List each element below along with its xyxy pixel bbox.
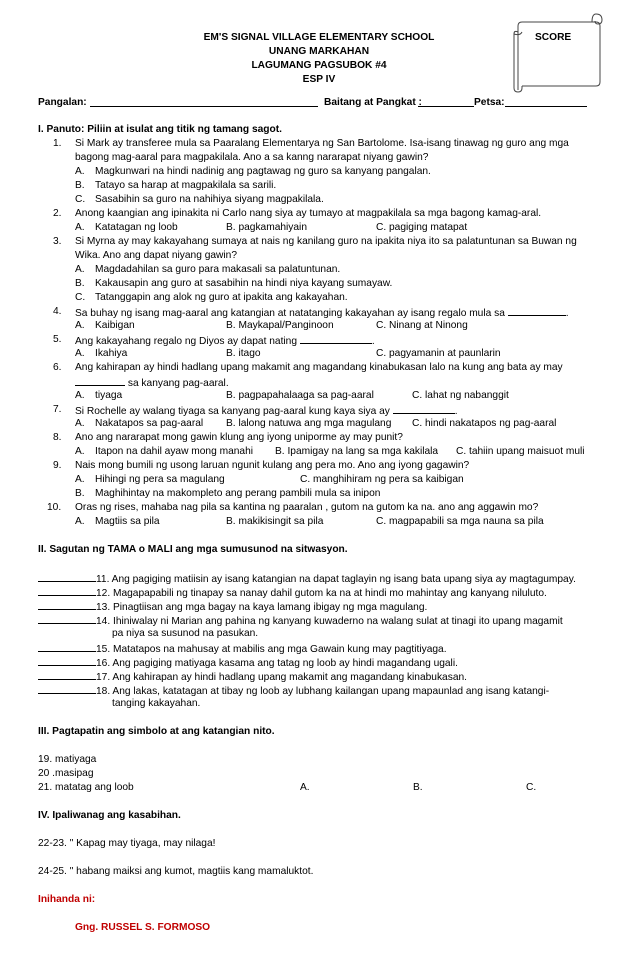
q6-option-c: C. lahat ng nabanggit <box>412 390 509 401</box>
q9-text: Nais mong bumili ng usong laruan ngunit kulang ang pera mo. Ano ang iyong gagawin? <box>75 460 470 471</box>
q2-option-c: C. pagiging matapat <box>376 222 468 233</box>
date-label: Petsa: <box>474 97 505 108</box>
q1-option-c: Sasabihin sa guro na nahihiya siyang magpakilala. <box>95 194 324 205</box>
q2-number: 2. <box>53 208 62 219</box>
q4-text: Sa buhay ng isang mag-aaral ang katangian at natatanging kakayahan ay isang regalo mula sa . <box>75 308 569 319</box>
tf-item-16[interactable]: 16. Ang pagiging matiyaga kasama ang tatag ng loob ay hindi magandang ugali. <box>38 656 458 669</box>
q4-number: 4. <box>53 306 62 317</box>
tf-item-15[interactable]: 15. Matatapos na mahusay at mabilis ang mga Gawain kung may pagtitiyaga. <box>38 642 447 655</box>
match-item-19: 19. matiyaga <box>38 754 97 765</box>
q5-option-b: B. itago <box>226 348 261 359</box>
q9-option-c: C. manghihiram ng pera sa kaibigan <box>300 474 464 485</box>
part4-title: IV. Ipaliwanag ang kasabihan. <box>38 810 181 821</box>
score-label: SCORE <box>535 32 572 43</box>
q6-text-line1: Ang kahirapan ay hindi hadlang upang makamit ang magandang kinabukasan lalo na kung ang bata ay may <box>75 362 563 373</box>
q10-option-c: C. magpapabili sa mga nauna sa pila <box>376 516 544 527</box>
q5-option-c: C. pagyamanin at paunlarin <box>376 348 501 359</box>
q1-letter-b: B. <box>75 180 85 191</box>
name-field[interactable] <box>90 97 318 110</box>
q8-option-b: B. Ipamigay na lang sa mga kakilala <box>275 446 439 457</box>
q7-number: 7. <box>53 404 62 415</box>
tf-item-17[interactable]: 17. Ang kahirapan ay hindi hadlang upang makamit ang magandang kinabukasan. <box>38 670 467 683</box>
q2-option-b: B. pagkamahiyain <box>226 222 307 233</box>
q3-option-a: Magdadahilan sa guro para makasali sa palatuntunan. <box>95 264 341 275</box>
grade-field[interactable] <box>418 97 474 110</box>
q7-text: Si Rochelle ay walang tiyaga sa kanyang pag-aaral kung kaya siya ay . <box>75 406 458 417</box>
teacher-name: Gng. RUSSEL S. FORMOSO <box>75 922 211 933</box>
explain-item-24: 24-25. " habang maiksi ang kumot, magtiis kang mamaluktot. <box>38 866 314 877</box>
q6-text-line2: sa kanyang pag-aaral. <box>75 376 229 389</box>
q3-option-c: Tatanggapin ang alok ng guro at ipakita ang kakayahan. <box>95 292 348 303</box>
q3-letter-a: A. <box>75 264 85 275</box>
grade-label: Baitang at Pangkat : <box>324 97 422 108</box>
date-field[interactable] <box>505 97 587 110</box>
q1-option-a: Magkunwari na hindi nadinig ang pagtawag ng guro sa kanyang pangalan. <box>95 166 431 177</box>
q7-letter-a: A. <box>75 418 85 429</box>
q1-text-line2: bagong mag-aaral para magpakilala. Ano a sa kanng nararapat niyang gawin? <box>75 152 429 163</box>
q6-option-a: tiyaga <box>95 390 123 401</box>
q4-option-c: C. Ninang at Ninong <box>376 320 468 331</box>
q9-option-a: Hihingi ng pera sa magulang <box>95 474 225 485</box>
q4-letter-a: A. <box>75 320 85 331</box>
q2-option-a: Katatagan ng loob <box>95 222 178 233</box>
q9-number: 9. <box>53 460 62 471</box>
q1-option-b: Tatayo sa harap at magpakilala sa sarili. <box>95 180 277 191</box>
q3-text-line2: Wika. Ano ang dapat niyang gawin? <box>75 250 237 261</box>
part1-title: I. Panuto: Piliin at isulat ang titik ng tamang sagot. <box>38 124 282 135</box>
tf-item-13[interactable]: 13. Pinagtiisan ang mga bagay na kaya lamang ibigay ng mga magulang. <box>38 600 427 613</box>
q6-letter-a: A. <box>75 390 85 401</box>
q9-letter-b: B. <box>75 488 85 499</box>
school-name: EM'S SIGNAL VILLAGE ELEMENTARY SCHOOL <box>203 32 435 43</box>
q1-letter-c: C. <box>75 194 86 205</box>
q8-text: Ano ang nararapat mong gawin klung ang iyong uniporme ay may punit? <box>75 432 403 443</box>
q7-option-c: C. hindi nakatapos ng pag-aaral <box>412 418 557 429</box>
q8-number: 8. <box>53 432 62 443</box>
q3-option-b: Kakausapin ang guro at sasabihin na hindi niya kayang sumayaw. <box>95 278 393 289</box>
part2-title: II. Sagutan ng TAMA o MALI ang mga sumusunod na sitwasyon. <box>38 544 348 555</box>
q6-option-b: B. pagpapahalaaga sa pag-aaral <box>226 390 374 401</box>
name-label: Pangalan: <box>38 97 87 108</box>
q4-option-a: Kaibigan <box>95 320 135 331</box>
q6-number: 6. <box>53 362 62 373</box>
match-symbol-c: C. <box>526 782 537 793</box>
q8-letter-a: A. <box>75 446 85 457</box>
match-item-21: 21. matatag ang loob <box>38 782 134 793</box>
q3-letter-b: B. <box>75 278 85 289</box>
q10-option-a: Magtiis sa pila <box>95 516 160 527</box>
tf-item-18-cont: tanging kakayahan. <box>112 698 201 709</box>
explain-item-22: 22-23. " Kapag may tiyaga, may nilaga! <box>38 838 216 849</box>
q5-letter-a: A. <box>75 348 85 359</box>
q4-option-b: B. Maykapal/Panginoon <box>226 320 334 331</box>
q10-letter-a: A. <box>75 516 85 527</box>
q2-letter-a: A. <box>75 222 85 233</box>
match-item-20: 20 .masipag <box>38 768 94 779</box>
prepared-by-label: Inihanda ni: <box>38 894 96 905</box>
q9-letter-a: A. <box>75 474 85 485</box>
tf-item-12[interactable]: 12. Magapapabili ng tinapay sa nanay dahil gutom ka na at hindi mo mahintay ang kanyang niluluto. <box>38 586 547 599</box>
q5-number: 5. <box>53 334 62 345</box>
tf-item-14[interactable]: 14. Ihiniwalay ni Marian ang pahina ng kanyang kuwaderno na walang sulat at tinagi ito upang magamit <box>38 614 563 627</box>
q2-text: Anong kaangian ang ipinakita ni Carlo nang siya ay tumayo at magpakilala sa mga bagong kamag-aral. <box>75 208 542 219</box>
q10-option-b: B. makikisingit sa pila <box>226 516 324 527</box>
quarter-title: UNANG MARKAHAN <box>268 46 370 57</box>
match-symbol-a: A. <box>300 782 310 793</box>
q3-text-line1: Si Myrna ay may kakayahang sumaya at nais ng kanilang guro na ipakita niya ito sa palatuntunan sa Buwan ng <box>75 236 577 247</box>
tf-item-18[interactable]: 18. Ang lakas, katatagan at tibay ng loob ay lubhang kailangan upang mapaunlad ang isang katangi- <box>38 684 549 697</box>
match-symbol-b: B. <box>413 782 423 793</box>
tf-item-14-cont: pa niya sa susunod na pasukan. <box>112 628 259 639</box>
q10-number: 10. <box>47 502 62 513</box>
q9-option-b: Maghihintay na makompleto ang perang pambili mula sa inipon <box>95 488 381 499</box>
q8-option-a: Itapon na dahil ayaw mong manahi <box>95 446 254 457</box>
q3-number: 3. <box>53 236 62 247</box>
subject-title: ESP IV <box>302 74 336 85</box>
q1-number: 1. <box>53 138 62 149</box>
q1-letter-a: A. <box>75 166 85 177</box>
q3-letter-c: C. <box>75 292 86 303</box>
q7-option-a: Nakatapos sa pag-aaral <box>95 418 204 429</box>
q7-option-b: B. lalong natuwa ang mga magulang <box>226 418 392 429</box>
q5-text: Ang kakayahang regalo ng Diyos ay dapat nating . <box>75 336 375 347</box>
test-title: LAGUMANG PAGSUBOK #4 <box>251 60 387 71</box>
q8-option-c: C. tahiin upang maisuot muli <box>456 446 585 457</box>
q10-text: Oras ng rises, mahaba nag pila sa kantina ng paaralan , gutom na gutom ka na. ano ang aggawin mo? <box>75 502 539 513</box>
q5-option-a: Ikahiya <box>95 348 128 359</box>
q1-text-line1: Si Mark ay transferee mula sa Paaralang Elementarya ng San Bartolome. Isa-isang tinawag ng guro ang mga <box>75 138 569 149</box>
part3-title: III. Pagtapatin ang simbolo at ang katangian nito. <box>38 726 275 737</box>
tf-item-11[interactable]: 11. Ang pagiging matiisin ay isang katangian na dapat taglayin ng isang bata upang siya ay magtagumpay. <box>38 572 576 585</box>
score-scroll-box <box>510 12 604 94</box>
